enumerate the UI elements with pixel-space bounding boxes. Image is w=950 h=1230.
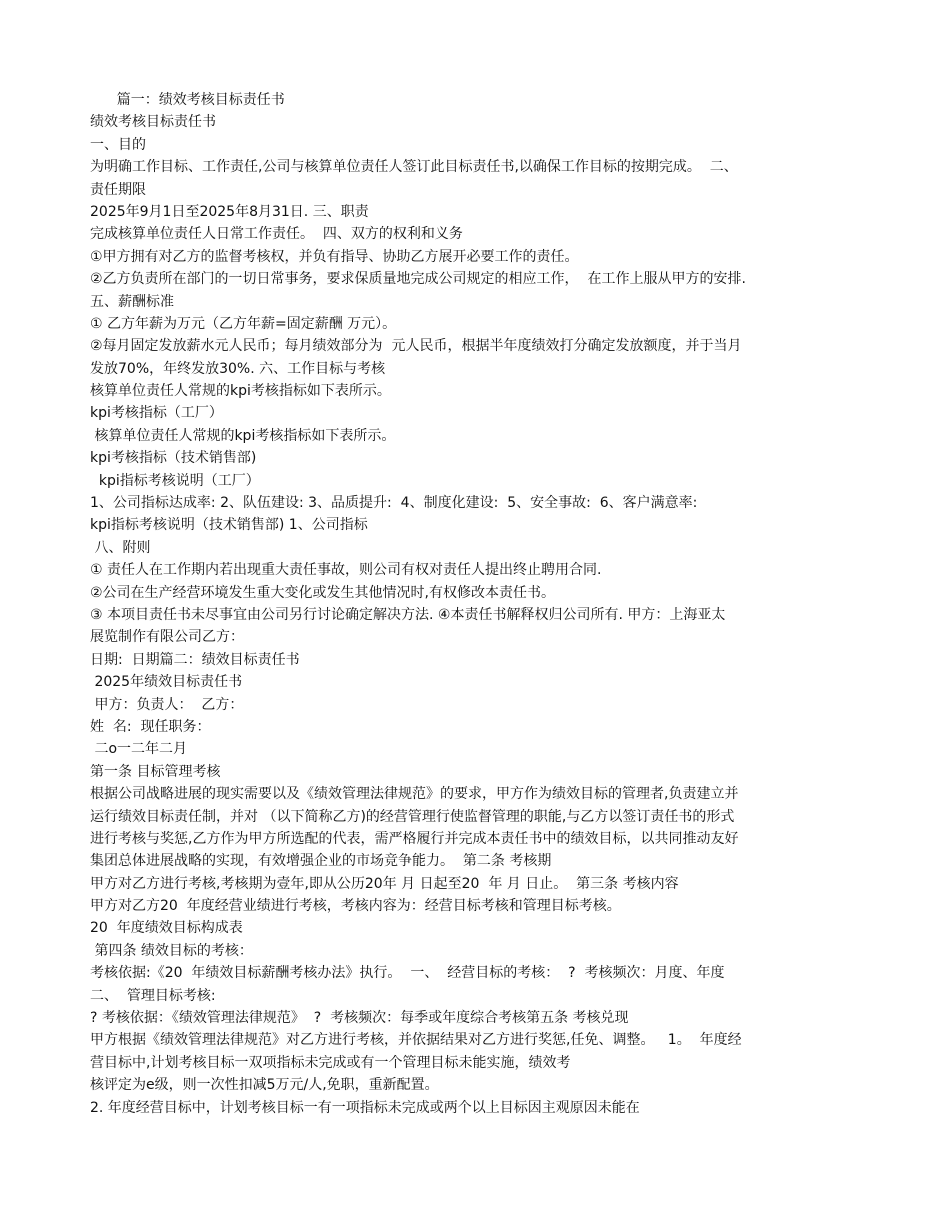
text-line: 核算单位责任人常规的kpi考核指标如下表所示。 <box>90 427 396 444</box>
text-line: 1、公司指标达成率: 2、队伍建设: 3、品质提升: 4、制度化建设: 5、安全事故: 6、客户满意率: <box>90 495 698 512</box>
text-line: 核评定为e级，则一次性扣减5万元/人,免职，重新配置。 <box>90 1077 439 1094</box>
text-line: ②每月固定发放薪水元人民币；每月绩效部分为 元人民币，根据半年度绩效打分确定发放额度，并于当月 <box>90 338 742 355</box>
text-line: 二o一二年二月 <box>90 741 188 758</box>
text-line: 五、薪酬标准 <box>90 293 174 310</box>
text-line: ① 责任人在工作期内若出现重大责任事故，则公司有权对责任人提出终止聘用合同. <box>90 562 602 579</box>
text-line: kpi指标考核说明（技术销售部) 1、公司指标 <box>90 517 368 534</box>
text-line: 日期: 日期篇二：绩效目标责任书 <box>90 651 300 668</box>
text-line: 篇一：绩效考核目标责任书 <box>90 92 285 108</box>
text-line: 2. 年度经营目标中，计划考核目标一有一项指标未完成或两个以上目标因主观原因未能在 <box>90 1099 640 1116</box>
text-line: 20 年度绩效目标构成表 <box>90 920 243 937</box>
text-line: 集团总体进展战略的实现，有效增强企业的市场竞争能力。 第二条 考核期 <box>90 853 552 870</box>
text-line: 甲方对乙方20 年度经营业绩进行考核，考核内容为：经营目标考核和管理目标考核。 <box>90 898 621 915</box>
text-line: 为明确工作目标、工作责任,公司与核算单位责任人签订此目标责任书,以确保工作目标的按期完成。 二、 <box>90 159 738 176</box>
text-line: kpi考核指标（工厂） <box>90 405 223 422</box>
document-body <box>90 89 865 1119</box>
text-line: 2025年绩效目标责任书 <box>90 674 243 691</box>
text-line: 展览制作有限公司乙方： <box>90 629 244 646</box>
text-line: ③ 本项目责任书未尽事宜由公司另行讨论确定解决方法. ④本责任书解释权归公司所有. 甲方：上海亚太 <box>90 606 726 623</box>
text-line: kpi考核指标（技术销售部) <box>90 450 257 467</box>
text-line: ②乙方负责所在部门的一切日常事务，要求保质量地完成公司规定的相应工作， 在工作上服从甲方的安排. <box>90 271 746 288</box>
text-line: 考核依据:《20 年绩效目标薪酬考核办法》执行。 一、 经营目标的考核： ? 考核频次：月度、年度 <box>90 965 725 982</box>
text-line: ① 乙方年薪为万元（乙方年薪=固定薪酬 万元）。 <box>90 315 397 332</box>
text-line: 二、 管理目标考核: <box>90 987 216 1004</box>
text-line: ①甲方拥有对乙方的监督考核权，并负有指导、协助乙方展开必要工作的责任。 <box>90 248 579 265</box>
text-line: 进行考核与奖惩,乙方作为甲方所选配的代表，需严格履行并完成本责任书中的绩效目标，以共同推动友好 <box>90 830 739 847</box>
text-line: 一、目的 <box>90 136 146 153</box>
text-line: 甲方对乙方进行考核,考核期为壹年,即从公历20年 月 日起至20 年 月 日止。 第三条 考核内容 <box>90 875 679 892</box>
text-line: ? 考核依据：《绩效管理法律规范》 ? 考核频次：每季或年度综合考核第五条 考核兑现 <box>90 1010 629 1027</box>
text-line: 发放70%，年终发放30%. 六、工作目标与考核 <box>90 360 386 377</box>
text-line: 绩效考核目标责任书 <box>90 114 216 131</box>
text-line: 甲方：负责人： 乙方： <box>90 696 244 713</box>
text-line: 完成核算单位责任人日常工作责任。 四、双方的权利和义务 <box>90 226 463 243</box>
text-line: 运行绩效目标责任制，并对 （以下简称乙方)的经营管理行使监督管理的职能,与乙方以签订责任书的形式 <box>90 808 735 825</box>
text-line: 责任期限 <box>90 181 146 198</box>
text-line: ②公司在生产经营环境发生重大变化或发生其他情况时,有权修改本责任书。 <box>90 584 555 601</box>
text-line: 核算单位责任人常规的kpi考核指标如下表所示。 <box>90 383 391 400</box>
text-line: 营目标中,计划考核目标一双项指标未完成或有一个管理目标未能实施，绩效考 <box>90 1054 571 1071</box>
text-line: 第四条 绩效目标的考核： <box>90 942 253 959</box>
text-line: 2025年9月1日至2025年8月31日. 三、职责 <box>90 203 369 220</box>
text-line: 根据公司战略进展的现实需要以及《绩效管理法律规范》的要求，甲方作为绩效目标的管理者,负责建立并 <box>90 786 739 803</box>
text-line: 姓 名: 现任职务： <box>90 718 211 735</box>
text-line: 甲方根据《绩效管理法律规范》对乙方进行考核，并依据结果对乙方进行奖惩,任免、调整。 1。 年度经 <box>90 1032 742 1049</box>
text-line: 八、附则 <box>90 539 151 556</box>
text-line: kpi指标考核说明（工厂） <box>90 472 260 489</box>
text-line: 第一条 目标管理考核 <box>90 763 221 780</box>
